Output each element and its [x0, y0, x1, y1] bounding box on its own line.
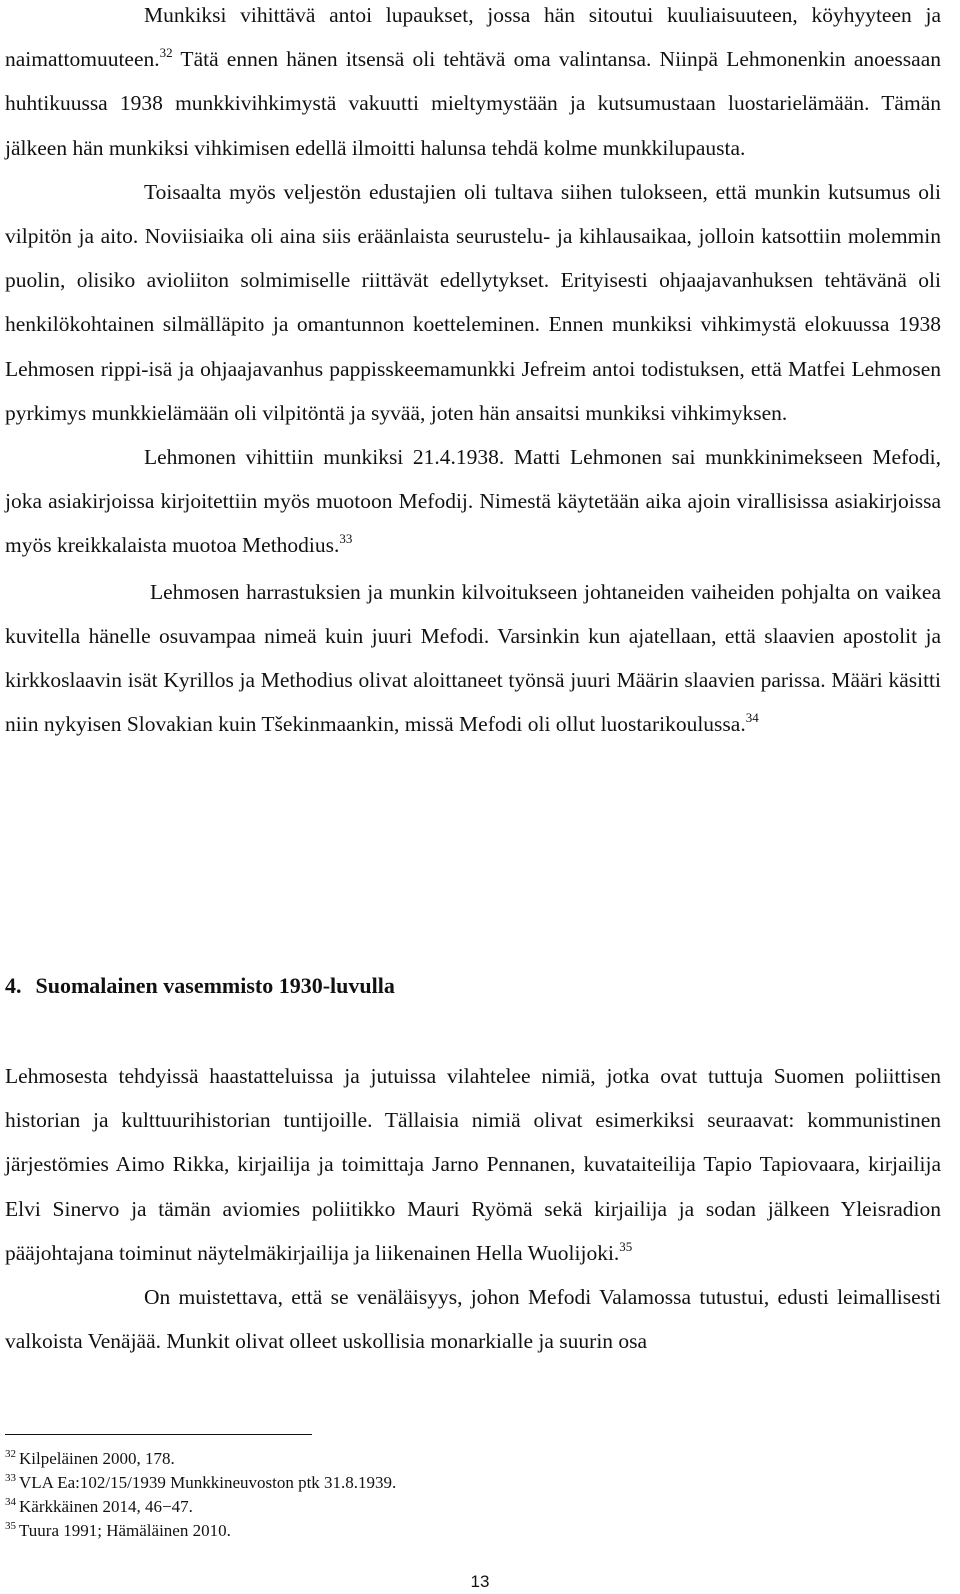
paragraph-brotherhood: Toisaalta myös veljestön edustajien oli tultava siihen tulokseen, että munkin kutsumus oli vilpitön ja aito. Noviisiaika oli aina siis eräänlaista seurustelu- ja kihlausaikaa, jolloin katsottiin molemmin puolin, olisiko avioliiton solmimiselle riittävät edellytykset. Erityisesti ohjaajavanhuksen tehtävänä oli henkilökohtainen silmälläpito ja omantunnon koetteleminen. Ennen munkiksi vihkimystä elokuussa 1938 Lehmosen rippi-isä ja ohjaajavanhus pappisskeemamunkki Jefreim antoi todistuksen, että Matfei Lehmosen pyrkimys munkkielämään oli vilpitöntä ja syvää, joten hän ansaitsi munkiksi vihkimyksen.	[5, 179, 941, 425]
paragraph-name-choice-text: Lehmosen harrastuksien ja munkin kilvoitukseen johtaneiden vaiheiden pohjalta on vaikea kuvitella hänelle osuvampaa nimeä kuin juuri Mefodi. Varsinkin kun ajatellaan, että slaavien apostolit ja kirkkoslaavin isät Kyrillos ja Methodius olivat aloittaneet työnsä juuri Määrin slaavien parissa. Määri käsitti niin nykyisen Slovakian kuin Tšekinmaankin, missä Mefodi oli ollut luostarikoulussa.	[5, 579, 941, 737]
footnote-35	[5, 1519, 705, 1543]
paragraph-vows-text-a: Munkiksi vihittävä antoi lupaukset, jossa hän sitoutui kuuliaisuuteen, köyhyyteen ja naimattomuuteen.	[5, 3, 941, 72]
paragraph-vows-text-b: Tätä ennen hänen itsensä oli tehtävä oma valintansa. Niinpä Lehmonenkin anoessaan huhtikuussa 1938 munkkivihkimystä vakuutti mieltymystään ja kutsumustaan luostarielämään. Tämän jälkeen hän munkiksi vihkimisen edellä ilmoitti halunsa tehdä kolme munkkilupausta.	[5, 47, 941, 160]
footnote-number: 35	[5, 1520, 16, 1532]
paragraph-white-russia: On muistettava, että se venäläisyys, johon Mefodi Valamossa tutustui, edusti leimallisesti valkoista Venäjää. Munkit olivat olleet uskollisia monarkialle ja suurin osa	[5, 1285, 941, 1354]
footnote-ref-34: 34	[745, 710, 759, 726]
section-number: 4.	[5, 973, 22, 998]
body-text-top	[5, 0, 941, 746]
footnote-separator	[5, 1434, 312, 1435]
footnote-text: Kilpeläinen 2000, 178.	[19, 1449, 175, 1468]
footnote-number: 33	[5, 1472, 16, 1484]
footnotes	[5, 1447, 705, 1543]
paragraph-names	[5, 1054, 941, 1275]
section-title: Suomalainen vasemmisto 1930-luvulla	[35, 973, 395, 998]
body-text-bottom	[5, 1054, 941, 1363]
footnote-34	[5, 1495, 705, 1519]
footnote-text: Tuura 1991; Hämäläinen 2010.	[19, 1521, 231, 1540]
paragraph-ordination	[5, 435, 941, 568]
footnote-text: Kärkkäinen 2014, 46−47.	[19, 1497, 193, 1516]
footnote-number: 32	[5, 1448, 16, 1460]
paragraph-name-choice	[5, 570, 941, 747]
paragraph-names-text: Lehmosesta tehdyissä haastatteluissa ja jutuissa vilahtelee nimiä, jotka ovat tuttuja Suomen poliittisen historian ja kulttuurihistorian tuntijoille. Tällaisia nimiä olivat esimerkiksi seuraavat: kommunistinen järjestömies Aimo Rikka, kirjailija ja toimittaja Jarno Pennanen, kuvataiteilija Tapio Tapiovaara, kirjailija Elvi Sinervo ja tämän aviomies poliitikko Mauri Ryömä sekä kirjailija ja sodan jälkeen Yleisradion pääjohtajana toiminut näytelmäkirjailija ja liikenainen Hella Wuolijoki.	[5, 1064, 941, 1265]
page-number: 13	[470, 1572, 490, 1591]
paragraph-vows	[5, 0, 941, 170]
section-heading	[5, 970, 395, 1002]
footnote-33	[5, 1471, 705, 1495]
footnote-number: 34	[5, 1496, 16, 1508]
paragraph-ordination-text: Lehmonen vihittiin munkiksi 21.4.1938. Matti Lehmonen sai munkkinimekseen Mefodi, joka asiakirjoissa kirjoitettiin myös muotoon Mefodij. Nimestä käytetään aika ajoin virallisissa asiakirjoissa myös kreikkalaista muotoa Methodius.	[5, 445, 941, 558]
footnote-32	[5, 1447, 705, 1471]
footnote-text: VLA Ea:102/15/1939 Munkkineuvoston ptk 31.8.1939.	[19, 1473, 397, 1492]
footnote-ref-35: 35	[619, 1238, 633, 1254]
footnote-ref-32: 32	[159, 45, 173, 61]
footnote-ref-33: 33	[339, 531, 353, 547]
